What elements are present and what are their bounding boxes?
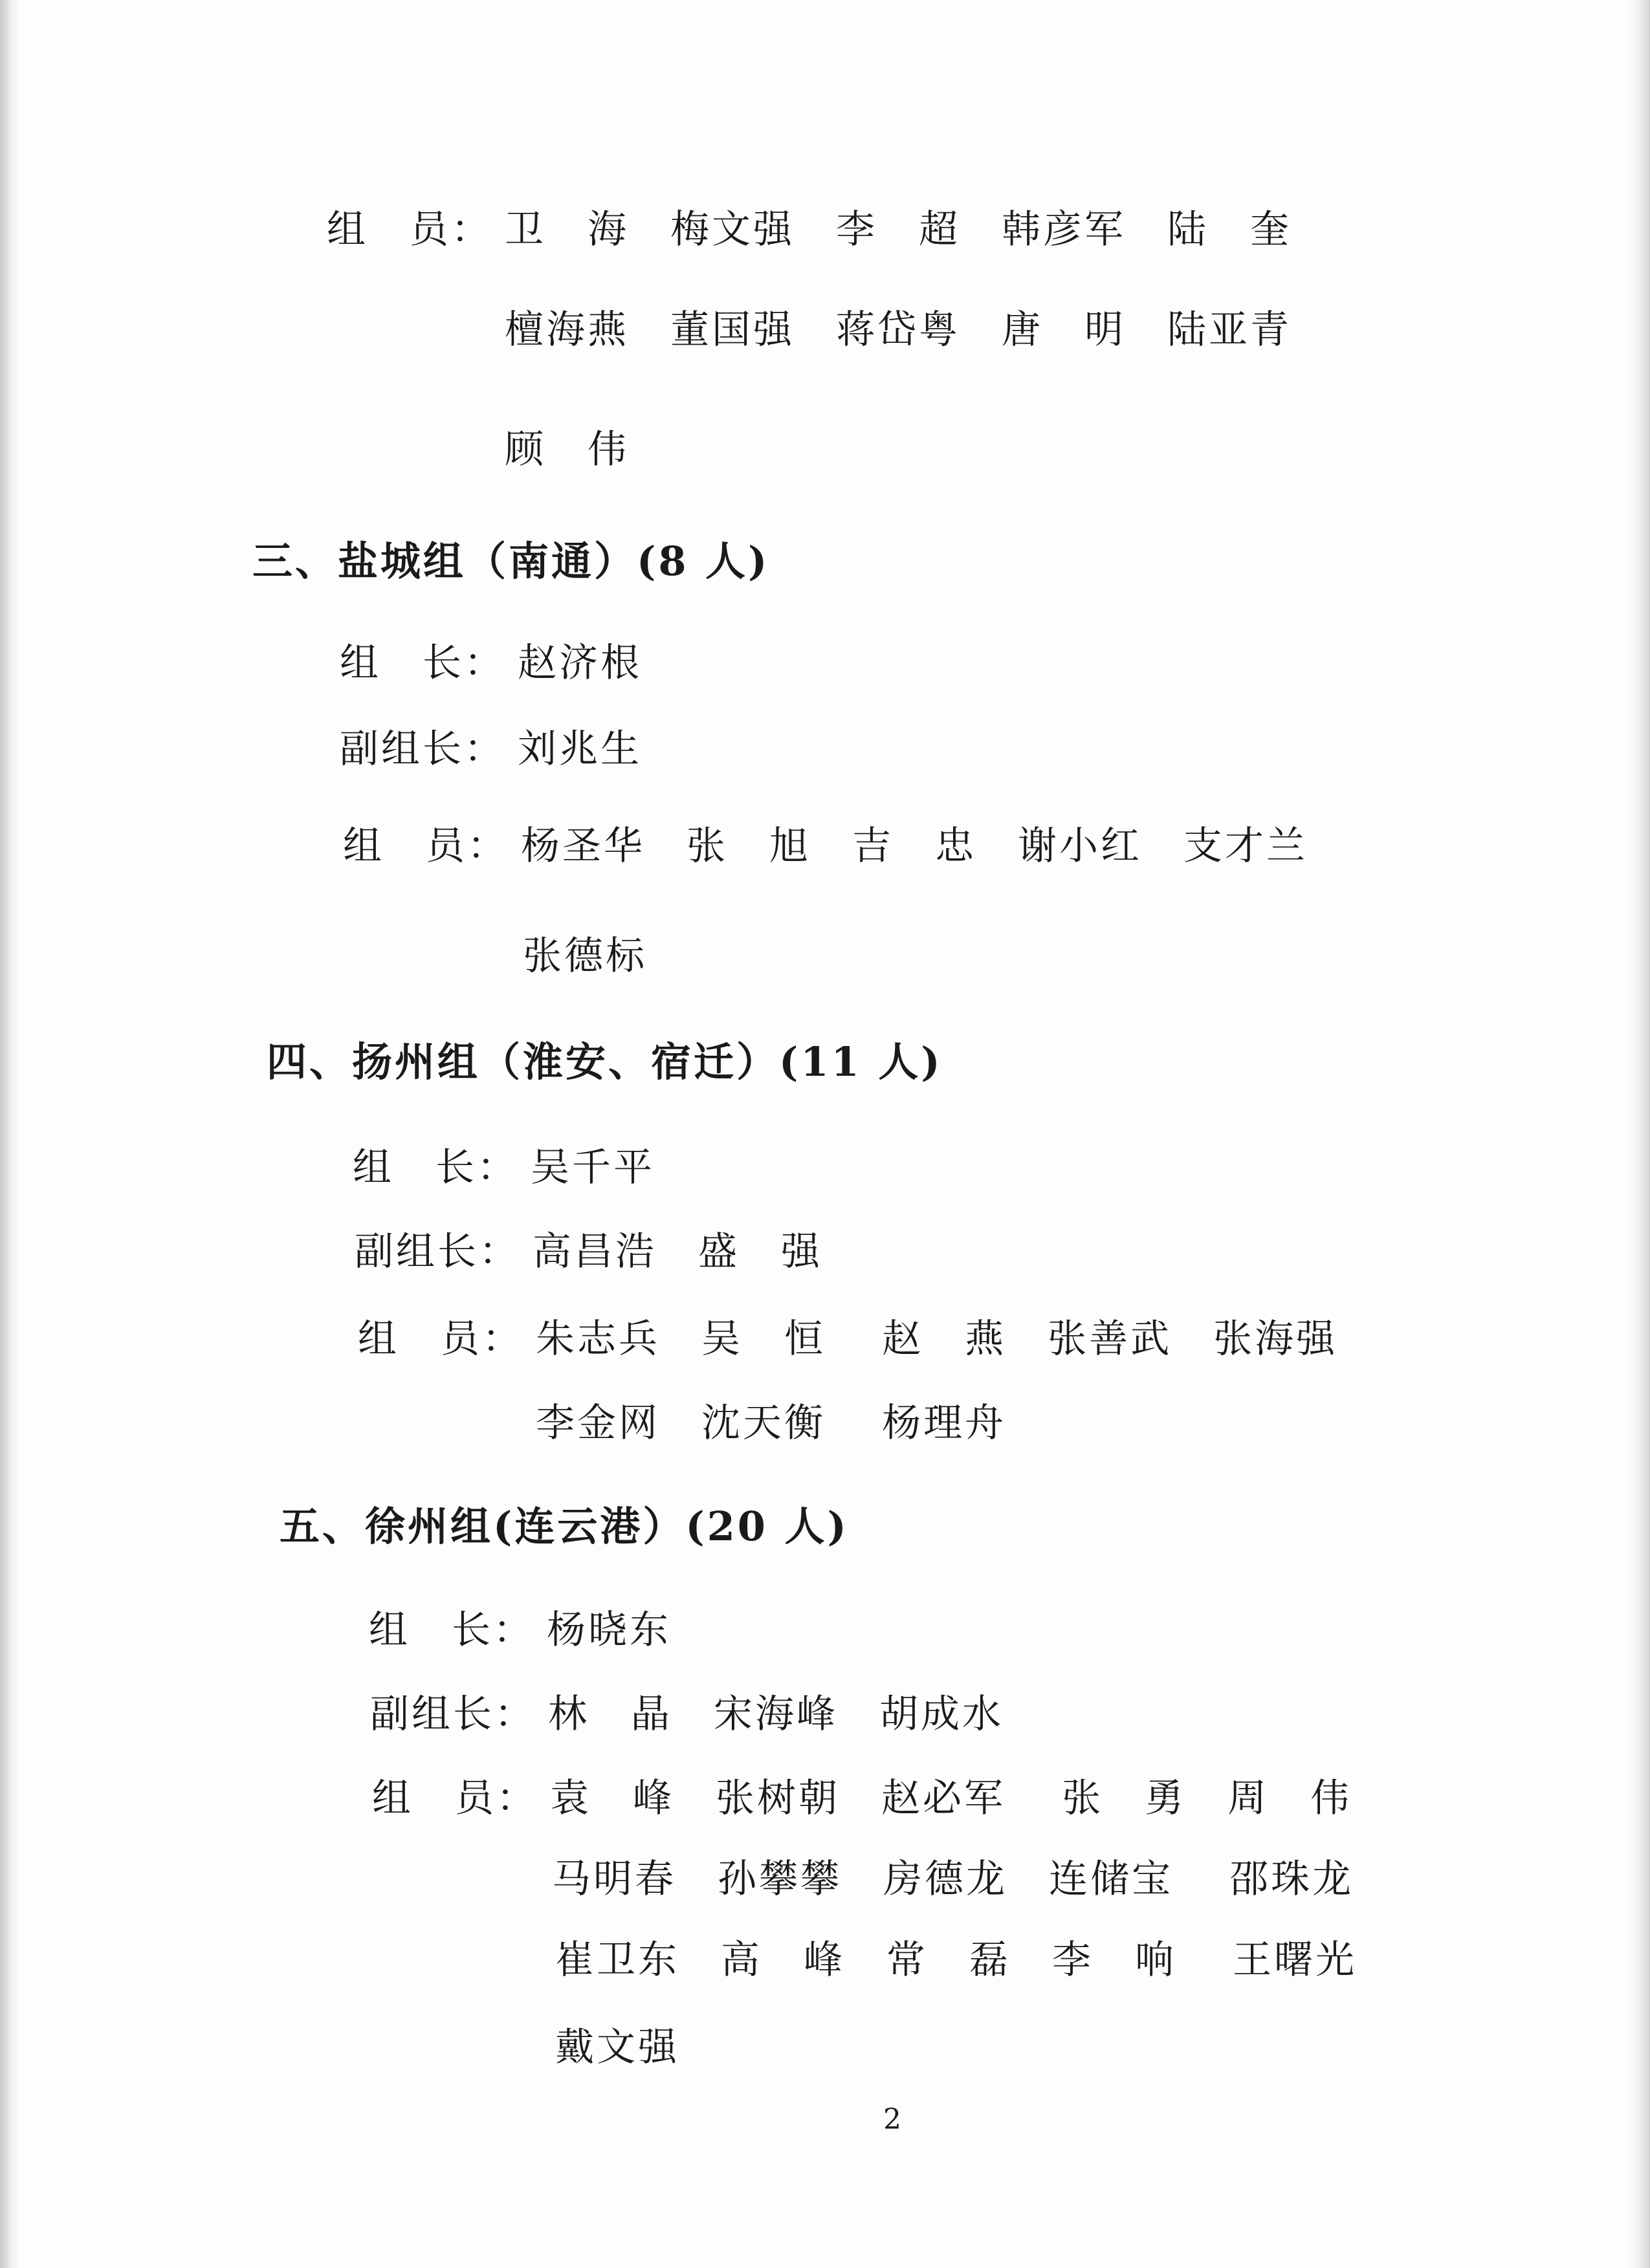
group3-leader-row: [340, 640, 642, 686]
group3-members-row-2: [523, 933, 647, 979]
group3-members-label: 组 员：: [343, 823, 509, 869]
group4-title: 四、扬州组（淮安、宿迁）(11 人): [267, 1038, 943, 1085]
group4-members-row-1: [358, 1316, 1338, 1362]
group2-members-label: 组 员：: [327, 207, 492, 252]
group5-members-row-4: [555, 2025, 679, 2070]
group3-members-row-1: [343, 823, 1308, 869]
group5-members-line-4: 戴文强: [555, 2025, 679, 2070]
scan-edge-right: [1627, 0, 1650, 2268]
group4-deputy-row: [355, 1229, 822, 1274]
group4-leader-row: [353, 1145, 655, 1190]
group4-leader-label: 组 长：: [353, 1145, 518, 1190]
group2-members-row-1: [327, 207, 1292, 252]
group5-deputy: 林 晶 宋海峰 胡成水: [548, 1692, 1004, 1737]
group3-members-line-2: 张德标: [523, 933, 647, 979]
group4-deputy-label: 副组长：: [355, 1229, 520, 1274]
group4-members-label: 组 员：: [358, 1316, 523, 1362]
group3-title: 三、盐城组（南通）(8 人): [252, 538, 770, 585]
group5-members-row-3: [555, 1937, 1358, 1983]
group3-deputy-row: [340, 726, 642, 772]
group5-members-line-1: 袁 峰 张树朝 赵必军 张 勇 周 伟: [550, 1776, 1352, 1821]
group3-leader-label: 组 长：: [340, 640, 505, 686]
group2-members-line-1: 卫 海 梅文强 李 超 韩彦军 陆 奎: [505, 207, 1292, 252]
group5-deputy-row: [370, 1692, 1004, 1737]
group3-deputy: 刘兆生: [518, 726, 642, 772]
group4-deputy: 高昌浩 盛 强: [533, 1229, 822, 1274]
group5-members-row-1: [372, 1776, 1352, 1821]
group5-deputy-label: 副组长：: [370, 1692, 536, 1737]
group3-leader: 赵济根: [518, 640, 642, 686]
group4-members-line-1: 朱志兵 吴 恒 赵 燕 张善武 张海强: [536, 1316, 1338, 1362]
group4-leader: 吴千平: [531, 1145, 655, 1190]
group4-members-row-2: [536, 1401, 1007, 1446]
group2-members-row-2: [505, 307, 1292, 353]
group3-members-line-1: 杨圣华 张 旭 吉 忠 谢小红 支才兰: [521, 823, 1308, 869]
group5-leader: 杨晓东: [547, 1608, 671, 1653]
group5-leader-row: [369, 1608, 671, 1653]
group5-members-row-2: [552, 1857, 1354, 1902]
group5-members-line-2: 马明春 孙攀攀 房德龙 连储宝 邵珠龙: [552, 1857, 1354, 1902]
group5-title: 五、徐州组(连云港）(20 人): [280, 1503, 849, 1550]
group5-members-line-3: 崔卫东 高 峰 常 磊 李 响 王曙光: [555, 1937, 1358, 1983]
page-number: 2: [883, 2103, 901, 2136]
group5-members-label: 组 员：: [372, 1776, 538, 1821]
group3-deputy-label: 副组长：: [340, 726, 505, 772]
group4-members-line-2: 李金网 沈天衡 杨理舟: [536, 1401, 1007, 1446]
group2-members-line-2: 檀海燕 董国强 蒋岱粤 唐 明 陆亚青: [505, 307, 1292, 353]
group5-leader-label: 组 长：: [369, 1608, 534, 1653]
group2-members-row-3: [505, 427, 629, 472]
scan-edge-left: [0, 0, 19, 2268]
group2-members-line-3: 顾 伟: [505, 427, 629, 472]
